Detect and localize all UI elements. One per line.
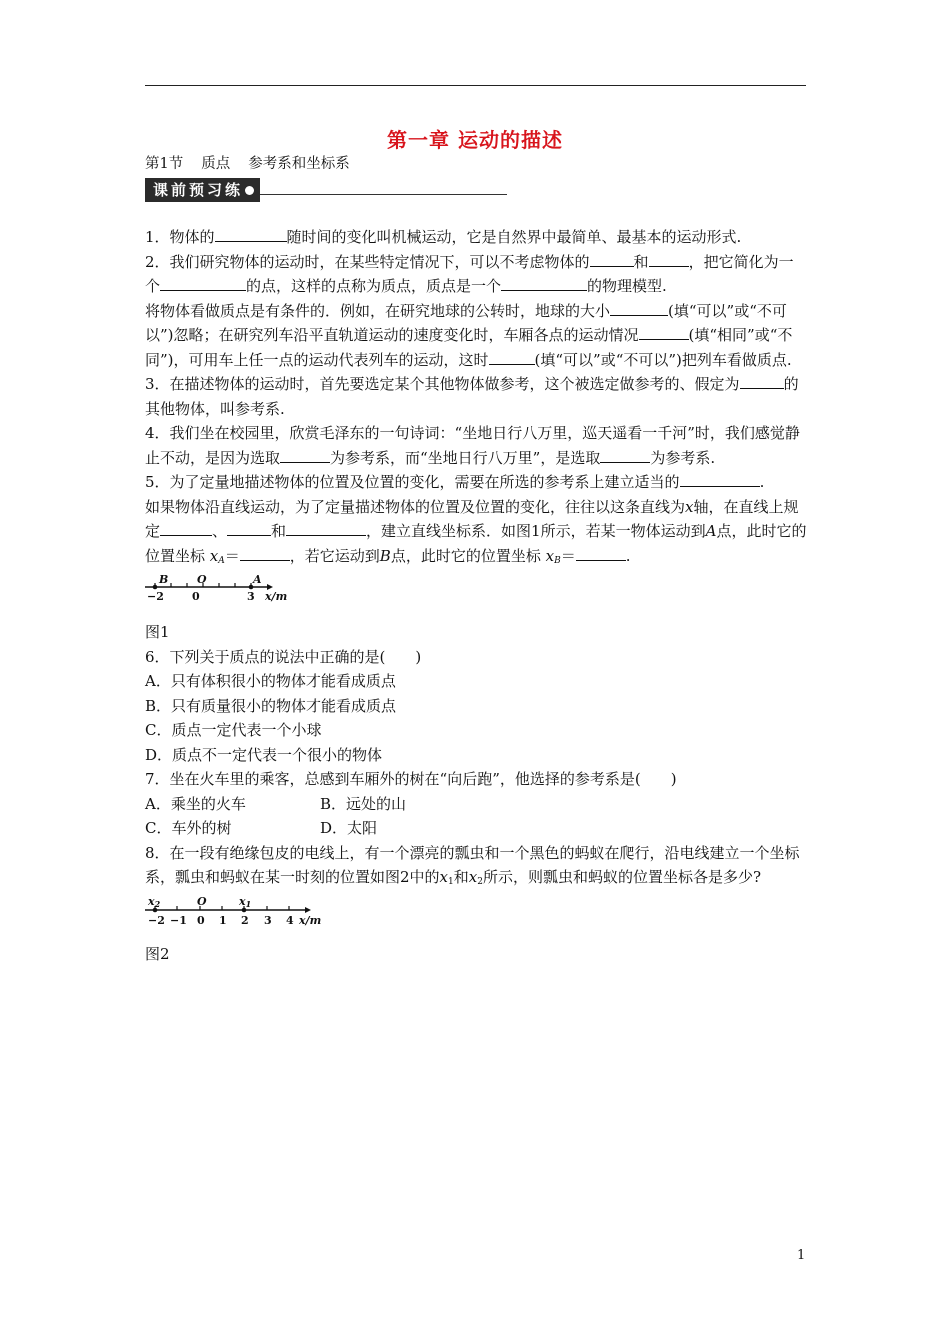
q7-options-row-1 (145, 792, 807, 817)
q2-blank-4 (501, 275, 587, 291)
q8-x1-subscript: 1 (448, 877, 454, 887)
question-7-stem: 7．坐在火车里的乘客，总感到车厢外的树在“向后跑”，他选择的参考系是( ) (145, 770, 677, 788)
q1-text-b: 随时间的变化叫机械运动，它是自然界中最简单、最基本的运动形式. (286, 228, 742, 246)
banner-rule (260, 194, 507, 195)
header-rule (145, 85, 806, 86)
tick-label: −1 (170, 913, 187, 927)
q5b-text-d: 点，此时它的位置坐标 (145, 522, 807, 565)
q5b-eq-2: ＝ (560, 546, 576, 565)
tick-label: 1 (219, 913, 227, 927)
q5b-text-c: ，建立直线坐标系．如图1所示，若某一物体运动到 (366, 522, 706, 540)
q5b-eq-1: ＝ (224, 546, 240, 565)
axis-unit-label: x/m (265, 590, 288, 603)
q5b-xb-symbol: x (545, 546, 555, 565)
q5b-text-a: 如果物体沿直线运动，为了定量描述物体的位置及位置的变化，往往以这条直线为 (145, 497, 686, 516)
q5b-text-b: 轴，在直线上规定 (145, 497, 799, 540)
section-number: 第1节 (145, 156, 184, 172)
tick-label: 2 (241, 913, 249, 927)
q5b-xa-subscript: A (218, 555, 225, 566)
section-topic-2: 参考系和坐标系 (248, 156, 350, 172)
x1-label: x1 (239, 894, 252, 909)
tick-label: −2 (147, 590, 164, 603)
axis-unit-label: x/m (299, 913, 322, 927)
section-topic-1: 质点 (201, 156, 231, 172)
q2-text-d: 的点，这样的点称为质点，质点是一个 (246, 277, 502, 295)
q5b-blank-1 (160, 520, 212, 536)
tick-label: 3 (264, 913, 272, 927)
q5b-point-b: B (379, 546, 391, 565)
point-b-marker (153, 585, 158, 590)
q3-blank (740, 373, 784, 389)
q5-blank (680, 471, 760, 487)
q8-text-a: 8．在一段有绝缘包皮的电线上，有一个漂亮的瓢虫和一个黑色的蚂蚁在爬行，沿电线建立一个坐标系，瓢虫和蚂蚁在某一时刻的位置如图2中的 (145, 843, 800, 886)
tick-label: 3 (247, 590, 255, 603)
q3-text-b: 的其他物体，叫参考系. (145, 375, 799, 418)
q5b-blank-4 (240, 545, 290, 561)
question-2 (145, 250, 807, 299)
x2-label-text: 2 (154, 898, 161, 909)
tick-label: 4 (286, 913, 294, 927)
figure-2-caption: 图2 (145, 944, 170, 963)
q8-text-b: 所示，则瓢虫和蚂蚁的位置坐标各是多少? (482, 868, 762, 886)
q5b-sep: 、 (212, 522, 228, 540)
banner-label-box (145, 178, 260, 202)
question-2-continued (145, 299, 807, 373)
question-6-stem: 6．下列关于质点的说法中正确的是( ) (145, 647, 422, 666)
question-5-continued (145, 495, 807, 574)
q2b-text-d: (填“可以”或“不可以”)把列车看做质点. (534, 350, 792, 369)
q5b-blank-5 (576, 545, 626, 561)
q2-text-c: ，把它简化为一个 (145, 252, 794, 295)
q5b-and: 和 (271, 522, 287, 540)
q2-text-a: 2．我们研究物体的运动时，在某些特定情况下，可以不考虑物体的 (145, 252, 590, 271)
q7-option-a: A．乘坐的火车 (145, 794, 246, 813)
q4-blank-1 (280, 447, 330, 463)
q3-text-a: 3．在描述物体的运动时，首先要选定某个其他物体做参考，这个被选定做参考的、假定为 (145, 375, 740, 393)
tick-label: 0 (197, 913, 205, 927)
point-b-label: B (159, 573, 169, 586)
q2b-blank-3 (489, 349, 535, 365)
q7-option-b: B．远处的山 (320, 794, 407, 813)
q2b-blank-2 (639, 324, 689, 340)
question-3 (145, 372, 807, 421)
q2b-blank-1 (610, 300, 668, 316)
q8-and: 和 (453, 868, 469, 886)
q5b-x-symbol: x (685, 497, 694, 516)
preview-banner (145, 178, 507, 202)
q6-option-a: A．只有体积很小的物体才能看成质点 (145, 672, 396, 690)
question-8 (145, 841, 807, 895)
q6-option-c: C．质点一定代表一个小球 (145, 721, 322, 739)
q5b-blank-3 (286, 520, 366, 536)
origin-label: O (197, 573, 207, 586)
q5-text-a: 5．为了定量地描述物体的位置及位置的变化，需要在所选的参考系上建立适当的 (145, 473, 680, 491)
tick-label: 0 (192, 590, 200, 603)
q4-text-a: 4．我们坐在校园里，欣赏毛泽东的一句诗词：“坐地日行八万里，巡天遥看一千河”时，我们感觉静止不动，是因为选取 (145, 424, 800, 467)
q8-x2-subscript: 2 (477, 877, 483, 887)
figure-2-number-line (145, 896, 807, 926)
axis-arrow-icon (305, 907, 311, 913)
bullet-dot-icon (245, 186, 254, 195)
q7-option-d: D．太阳 (320, 819, 378, 837)
q5b-text-f: 点，此时它的位置坐标 (390, 546, 541, 565)
figure-2-svg (145, 896, 335, 928)
point-a-label: A (253, 573, 262, 586)
figure-1-svg (145, 574, 305, 604)
q5b-text-e: ，若它运动到 (289, 546, 380, 565)
figure-1-caption: 图1 (145, 623, 170, 641)
q2b-text-a: 将物体看做质点是有条件的．例如，在研究地球的公转时，地球的大小 (145, 301, 611, 320)
question-5 (145, 470, 807, 495)
q5b-xb-subscript: B (554, 555, 561, 566)
origin-label: O (197, 894, 207, 908)
q7-options-row-2 (145, 816, 807, 841)
q2b-text-c: (填“相同”或“不同”)，可用车上任一点的运动代表列车的运动，这时 (145, 326, 793, 369)
q2-blank-2 (649, 251, 689, 267)
chapter-title: 第一章 运动的描述 (387, 128, 563, 152)
q2-text-e: 的物理模型. (587, 277, 667, 295)
section-title (145, 152, 368, 173)
q5b-end: . (625, 546, 631, 565)
q1-text-a: 1．物体的 (145, 228, 215, 246)
question-1 (145, 225, 807, 250)
tick-label: −2 (148, 913, 165, 927)
q5b-xa-symbol: x (209, 546, 219, 565)
q7-option-c: C．车外的树 (145, 819, 232, 837)
question-4 (145, 421, 807, 470)
q4-blank-2 (600, 447, 650, 463)
q4-text-b: 为参考系，而“坐地日行八万里”，是选取 (330, 448, 601, 467)
q2-text-b: 和 (633, 252, 649, 271)
q6-option-d: D．质点不一定代表一个很小的物体 (145, 745, 383, 764)
figure-1-number-line (145, 574, 807, 604)
q5b-blank-2 (227, 520, 271, 536)
q2-blank-3 (160, 275, 246, 291)
q1-blank (215, 226, 287, 242)
exercise-content (145, 225, 807, 966)
q2-blank-1 (590, 251, 634, 267)
x1-label-text: 1 (245, 898, 252, 909)
q4-text-c: 为参考系. (650, 448, 716, 467)
q8-x1-symbol: x (439, 868, 449, 886)
x2-label: x2 (148, 894, 161, 909)
q6-option-b: B．只有质量很小的物体才能看成质点 (145, 696, 397, 715)
q5b-point-a: A (705, 522, 717, 540)
q5-text-b: . (759, 473, 765, 491)
q8-x2-symbol: x (468, 868, 478, 886)
page-number: 1 (797, 1248, 806, 1263)
q2b-text-b: (填“可以”或“不可以”)忽略；在研究列车沿平直轨道运动的速度变化时，车厢各点的运动情况 (145, 301, 787, 344)
banner-label: 课前预习练 (153, 181, 244, 199)
